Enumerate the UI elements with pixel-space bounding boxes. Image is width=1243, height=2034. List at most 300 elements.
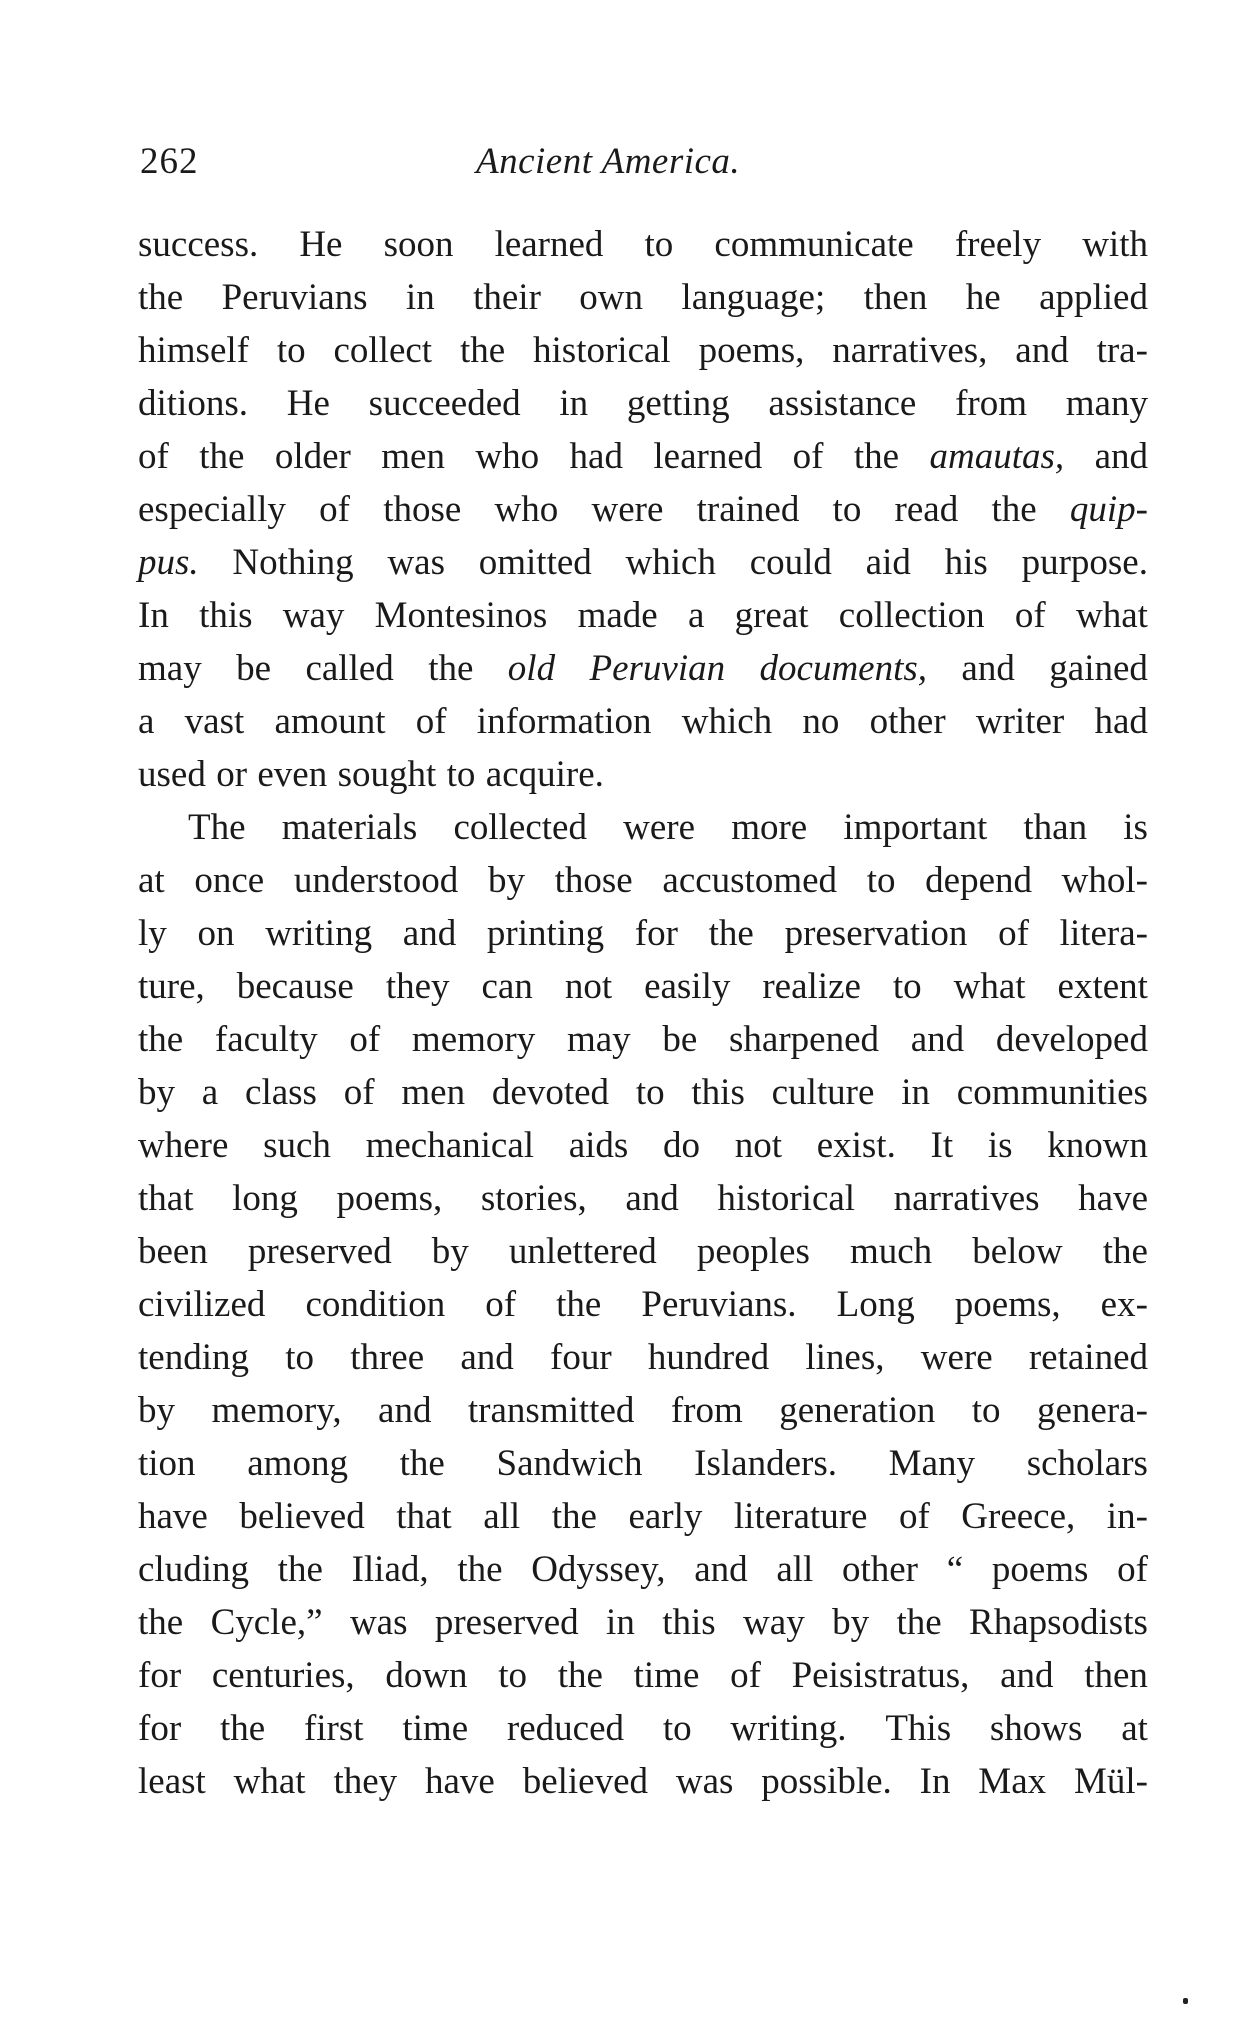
word: preserved bbox=[247, 1231, 392, 1272]
word: Iliad, bbox=[351, 1549, 429, 1590]
word: used bbox=[138, 754, 206, 795]
word: gained bbox=[1049, 648, 1148, 689]
text-line bbox=[138, 695, 1148, 748]
word: depend bbox=[925, 860, 1032, 901]
word: which bbox=[681, 701, 773, 742]
word: Nothing bbox=[232, 542, 354, 583]
word: been bbox=[138, 1231, 208, 1272]
word: of bbox=[998, 913, 1029, 954]
word: the bbox=[457, 1549, 503, 1590]
word: important bbox=[843, 807, 988, 848]
word: literature bbox=[733, 1496, 868, 1537]
word: old bbox=[507, 648, 556, 689]
word: known bbox=[1047, 1125, 1148, 1166]
word: Greece, bbox=[961, 1496, 1076, 1537]
word: aids bbox=[568, 1125, 629, 1166]
text-line bbox=[138, 748, 1148, 801]
word: memory bbox=[411, 1019, 536, 1060]
word: believed bbox=[522, 1761, 649, 1802]
word: the bbox=[138, 1602, 184, 1643]
word: poems bbox=[991, 1549, 1089, 1590]
word: freely bbox=[954, 224, 1042, 265]
text-line bbox=[138, 1278, 1148, 1331]
word: all bbox=[483, 1496, 521, 1537]
page-number: 262 bbox=[140, 141, 199, 182]
word: not bbox=[734, 1125, 782, 1166]
word: hundred bbox=[647, 1337, 770, 1378]
text-line bbox=[138, 483, 1148, 536]
word: other bbox=[841, 1549, 919, 1590]
word: is bbox=[1123, 807, 1148, 848]
word: they bbox=[333, 1761, 398, 1802]
word: Mül- bbox=[1073, 1761, 1148, 1802]
word: historical bbox=[533, 330, 671, 371]
word: He bbox=[299, 224, 343, 265]
word: from bbox=[955, 383, 1028, 424]
word: tion bbox=[138, 1443, 196, 1484]
word: much bbox=[849, 1231, 933, 1272]
word: a bbox=[687, 595, 705, 636]
running-header bbox=[140, 140, 1140, 200]
word: in- bbox=[1106, 1496, 1148, 1537]
word: the bbox=[199, 436, 245, 477]
word: have bbox=[1078, 1178, 1148, 1219]
word: possible. bbox=[761, 1761, 892, 1802]
word: this bbox=[691, 1072, 745, 1113]
text-line bbox=[138, 1172, 1148, 1225]
word: to bbox=[498, 1655, 528, 1696]
word: men bbox=[401, 1072, 466, 1113]
word: amautas, bbox=[929, 436, 1065, 477]
word: amount bbox=[274, 701, 386, 742]
word: made bbox=[577, 595, 658, 636]
word: Peruvian bbox=[589, 648, 726, 689]
word: He bbox=[286, 383, 330, 424]
word: Cycle,” bbox=[210, 1602, 323, 1643]
word: at bbox=[1121, 1708, 1148, 1749]
word: even bbox=[257, 754, 328, 795]
text-line bbox=[138, 1119, 1148, 1172]
word: centuries, bbox=[211, 1655, 355, 1696]
word: ly bbox=[138, 913, 167, 954]
text-line bbox=[138, 1331, 1148, 1384]
body-text bbox=[138, 218, 1148, 1808]
word: his bbox=[944, 542, 988, 583]
word: may bbox=[566, 1019, 631, 1060]
word: accustomed bbox=[662, 860, 838, 901]
word: among bbox=[247, 1443, 348, 1484]
word: with bbox=[1082, 224, 1148, 265]
word: Rhapsodists bbox=[969, 1602, 1148, 1643]
word: first bbox=[303, 1708, 364, 1749]
word: faculty bbox=[214, 1019, 318, 1060]
word: below bbox=[972, 1231, 1063, 1272]
word: have bbox=[138, 1496, 208, 1537]
word: the bbox=[277, 1549, 323, 1590]
word: all bbox=[776, 1549, 814, 1590]
word: to bbox=[971, 1390, 1001, 1431]
word: the bbox=[991, 489, 1037, 530]
word: Montesinos bbox=[374, 595, 548, 636]
word: for bbox=[138, 1708, 182, 1749]
word: ex- bbox=[1100, 1284, 1148, 1325]
word: to bbox=[832, 489, 862, 530]
word: who bbox=[475, 436, 540, 477]
word: to bbox=[446, 754, 476, 795]
word: and bbox=[694, 1549, 748, 1590]
word: to bbox=[635, 1072, 665, 1113]
text-line bbox=[138, 218, 1148, 271]
word: the bbox=[219, 1708, 266, 1749]
word: the bbox=[1102, 1231, 1148, 1272]
word: collected bbox=[453, 807, 587, 848]
text-line bbox=[138, 854, 1148, 907]
word: for bbox=[138, 1655, 182, 1696]
word: cluding bbox=[138, 1549, 249, 1590]
text-line bbox=[138, 1066, 1148, 1119]
word: vast bbox=[184, 701, 245, 742]
word: those bbox=[383, 489, 462, 530]
word: the bbox=[557, 1655, 603, 1696]
word: and bbox=[460, 1337, 514, 1378]
word: learned bbox=[653, 436, 763, 477]
word: trained bbox=[696, 489, 800, 530]
word: in bbox=[559, 383, 589, 424]
word: realize bbox=[762, 966, 861, 1007]
word: to bbox=[644, 224, 674, 265]
word: that bbox=[138, 1178, 194, 1219]
word: poems, bbox=[336, 1178, 443, 1219]
word: had bbox=[1094, 701, 1148, 742]
word: preserved bbox=[434, 1602, 579, 1643]
word: assistance bbox=[768, 383, 917, 424]
word: great bbox=[734, 595, 809, 636]
word: extent bbox=[1057, 966, 1148, 1007]
word: the bbox=[138, 1019, 184, 1060]
word: In bbox=[919, 1761, 951, 1802]
word: they bbox=[385, 966, 450, 1007]
word: once bbox=[194, 860, 265, 901]
word: and bbox=[378, 1390, 432, 1431]
word: documents, bbox=[759, 648, 928, 689]
word: at bbox=[138, 860, 165, 901]
word: quip- bbox=[1069, 489, 1148, 530]
word: mechanical bbox=[365, 1125, 535, 1166]
word: Peruvians. bbox=[641, 1284, 797, 1325]
word: and bbox=[1000, 1655, 1054, 1696]
word: in bbox=[901, 1072, 930, 1113]
word: this bbox=[662, 1602, 716, 1643]
word: to bbox=[276, 330, 306, 371]
word: culture bbox=[771, 1072, 875, 1113]
word: to bbox=[892, 966, 922, 1007]
word: devoted bbox=[491, 1072, 610, 1113]
word: could bbox=[749, 542, 832, 583]
word: not bbox=[564, 966, 613, 1007]
word: believed bbox=[239, 1496, 365, 1537]
word: civilized bbox=[138, 1284, 266, 1325]
word: the bbox=[853, 436, 900, 477]
text-line bbox=[138, 589, 1148, 642]
word: by bbox=[138, 1390, 175, 1431]
word: for bbox=[634, 913, 678, 954]
word: to bbox=[662, 1708, 692, 1749]
word: and bbox=[961, 648, 1015, 689]
word: to bbox=[285, 1337, 314, 1378]
word: than bbox=[1023, 807, 1088, 848]
word: preservation bbox=[784, 913, 968, 954]
word: of bbox=[730, 1655, 761, 1696]
word: then bbox=[1084, 1655, 1148, 1696]
text-line bbox=[138, 1543, 1148, 1596]
word: of bbox=[349, 1019, 381, 1060]
word: The bbox=[188, 807, 246, 848]
word: of bbox=[319, 489, 350, 530]
word: purpose. bbox=[1021, 542, 1148, 583]
word: had bbox=[569, 436, 623, 477]
word: can bbox=[481, 966, 533, 1007]
text-line bbox=[138, 1702, 1148, 1755]
word: was bbox=[387, 542, 445, 583]
word: communities bbox=[956, 1072, 1148, 1113]
word: and bbox=[1015, 330, 1069, 371]
word: sharpened bbox=[729, 1019, 880, 1060]
word: their bbox=[473, 277, 541, 318]
word: In bbox=[138, 595, 169, 636]
word: down bbox=[385, 1655, 468, 1696]
word: and bbox=[625, 1178, 679, 1219]
word: lines, bbox=[805, 1337, 885, 1378]
text-line bbox=[138, 1013, 1148, 1066]
word: time bbox=[633, 1655, 700, 1696]
word: easily bbox=[644, 966, 731, 1007]
word: is bbox=[987, 1125, 1013, 1166]
word: read bbox=[894, 489, 959, 530]
word: no bbox=[802, 701, 840, 742]
word: a bbox=[201, 1072, 219, 1113]
word: be bbox=[662, 1019, 698, 1060]
word: in bbox=[405, 277, 435, 318]
word: condition bbox=[305, 1284, 446, 1325]
text-line bbox=[138, 271, 1148, 324]
word: what bbox=[1075, 595, 1148, 636]
text-line bbox=[138, 430, 1148, 483]
paragraph bbox=[138, 218, 1148, 801]
text-line bbox=[138, 1225, 1148, 1278]
word: such bbox=[263, 1125, 331, 1166]
word: the bbox=[896, 1602, 942, 1643]
text-line bbox=[138, 324, 1148, 377]
word: pus. bbox=[138, 542, 199, 583]
word: that bbox=[396, 1496, 452, 1537]
word: genera- bbox=[1037, 1390, 1148, 1431]
text-line bbox=[138, 1384, 1148, 1437]
word: was bbox=[349, 1602, 408, 1643]
word: whol- bbox=[1061, 860, 1148, 901]
word: writing bbox=[265, 913, 373, 954]
word: Many bbox=[888, 1443, 975, 1484]
word: writer bbox=[975, 701, 1065, 742]
word: learned bbox=[494, 224, 604, 265]
word: way bbox=[743, 1602, 805, 1643]
word: information bbox=[476, 701, 652, 742]
word: class bbox=[245, 1072, 317, 1113]
word: “ bbox=[946, 1549, 964, 1590]
word: getting bbox=[626, 383, 730, 424]
word: collection bbox=[838, 595, 985, 636]
word: retained bbox=[1028, 1337, 1148, 1378]
word: understood bbox=[293, 860, 459, 901]
word: tra- bbox=[1096, 330, 1148, 371]
word: the bbox=[399, 1443, 445, 1484]
word: this bbox=[199, 595, 253, 636]
word: poems, bbox=[698, 330, 805, 371]
word: have bbox=[424, 1761, 495, 1802]
word: soon bbox=[383, 224, 454, 265]
word: may bbox=[138, 648, 202, 689]
word: or bbox=[216, 754, 248, 795]
word: three bbox=[350, 1337, 425, 1378]
text-line bbox=[138, 1596, 1148, 1649]
text-line bbox=[138, 1490, 1148, 1543]
text-line bbox=[138, 642, 1148, 695]
word: those bbox=[554, 860, 633, 901]
word: were bbox=[623, 807, 696, 848]
text-line bbox=[138, 1649, 1148, 1702]
word: This bbox=[885, 1708, 952, 1749]
word: printing bbox=[486, 913, 605, 954]
word: by bbox=[431, 1231, 469, 1272]
word: least bbox=[138, 1761, 206, 1802]
word: success. bbox=[138, 224, 259, 265]
word: especially bbox=[138, 489, 286, 530]
word: memory, bbox=[211, 1390, 342, 1431]
word: of bbox=[792, 436, 824, 477]
word: more bbox=[731, 807, 808, 848]
word: do bbox=[663, 1125, 701, 1166]
word: from bbox=[670, 1390, 743, 1431]
paragraph bbox=[138, 801, 1148, 1808]
word: who bbox=[494, 489, 559, 530]
word: It bbox=[930, 1125, 954, 1166]
word: Islanders. bbox=[694, 1443, 837, 1484]
word: called bbox=[305, 648, 394, 689]
word: by bbox=[487, 860, 525, 901]
word: which bbox=[625, 542, 716, 583]
word: of bbox=[343, 1072, 375, 1113]
word: communicate bbox=[714, 224, 914, 265]
word: long bbox=[232, 1178, 298, 1219]
text-line bbox=[138, 907, 1148, 960]
word: ture, bbox=[138, 966, 205, 1007]
word: Sandwich bbox=[496, 1443, 643, 1484]
word: by bbox=[138, 1072, 175, 1113]
word: of bbox=[415, 701, 447, 742]
word: omitted bbox=[478, 542, 592, 583]
word: he bbox=[965, 277, 1001, 318]
word: older bbox=[274, 436, 351, 477]
word: developed bbox=[995, 1019, 1148, 1060]
word: Peruvians bbox=[221, 277, 368, 318]
word: four bbox=[550, 1337, 612, 1378]
word: then bbox=[863, 277, 928, 318]
word: narratives bbox=[893, 1178, 1040, 1219]
word: Max bbox=[978, 1761, 1047, 1802]
word: stories, bbox=[480, 1178, 587, 1219]
word: other bbox=[869, 701, 946, 742]
text-line bbox=[138, 1437, 1148, 1490]
word: of bbox=[898, 1496, 930, 1537]
word: Peisistratus, bbox=[791, 1655, 970, 1696]
word: materials bbox=[281, 807, 418, 848]
word: exist. bbox=[816, 1125, 896, 1166]
word: transmitted bbox=[467, 1390, 635, 1431]
word: own bbox=[579, 277, 644, 318]
word: and bbox=[1094, 436, 1148, 477]
text-line bbox=[138, 377, 1148, 430]
word: many bbox=[1065, 383, 1148, 424]
word: writing. bbox=[730, 1708, 847, 1749]
text-line bbox=[138, 801, 1148, 854]
running-title: Ancient America. bbox=[476, 141, 741, 182]
word: ditions. bbox=[138, 383, 248, 424]
word: historical bbox=[717, 1178, 856, 1219]
word: time bbox=[402, 1708, 469, 1749]
word: in bbox=[606, 1602, 635, 1643]
word: applied bbox=[1039, 277, 1148, 318]
word: scholars bbox=[1026, 1443, 1148, 1484]
word: reduced bbox=[506, 1708, 625, 1749]
word: of bbox=[485, 1284, 517, 1325]
word: on bbox=[197, 913, 235, 954]
word: narratives, bbox=[832, 330, 988, 371]
word: peoples bbox=[696, 1231, 810, 1272]
word: be bbox=[236, 648, 272, 689]
word: and bbox=[910, 1019, 965, 1060]
word: early bbox=[628, 1496, 703, 1537]
word: men bbox=[381, 436, 445, 477]
text-line bbox=[138, 1755, 1148, 1808]
word: acquire. bbox=[485, 754, 604, 795]
word: unlettered bbox=[508, 1231, 657, 1272]
text-line bbox=[138, 960, 1148, 1013]
word: the bbox=[459, 330, 506, 371]
word: generation bbox=[779, 1390, 936, 1431]
word: Long bbox=[836, 1284, 915, 1325]
word: were bbox=[920, 1337, 993, 1378]
word: where bbox=[138, 1125, 229, 1166]
word: the bbox=[708, 913, 754, 954]
word: the bbox=[428, 648, 474, 689]
word: Odyssey, bbox=[531, 1549, 666, 1590]
word: were bbox=[591, 489, 664, 530]
word: was bbox=[675, 1761, 734, 1802]
word: of bbox=[1014, 595, 1046, 636]
word: by bbox=[832, 1602, 870, 1643]
word: the bbox=[138, 277, 184, 318]
word: of bbox=[138, 436, 169, 477]
word: a bbox=[138, 701, 155, 742]
word: collect bbox=[333, 330, 433, 371]
word: the bbox=[556, 1284, 602, 1325]
word: and bbox=[402, 913, 457, 954]
word: poems, bbox=[954, 1284, 1061, 1325]
word: what bbox=[953, 966, 1026, 1007]
word: because bbox=[236, 966, 354, 1007]
word: aid bbox=[865, 542, 911, 583]
word: tending bbox=[138, 1337, 249, 1378]
word: to bbox=[866, 860, 896, 901]
